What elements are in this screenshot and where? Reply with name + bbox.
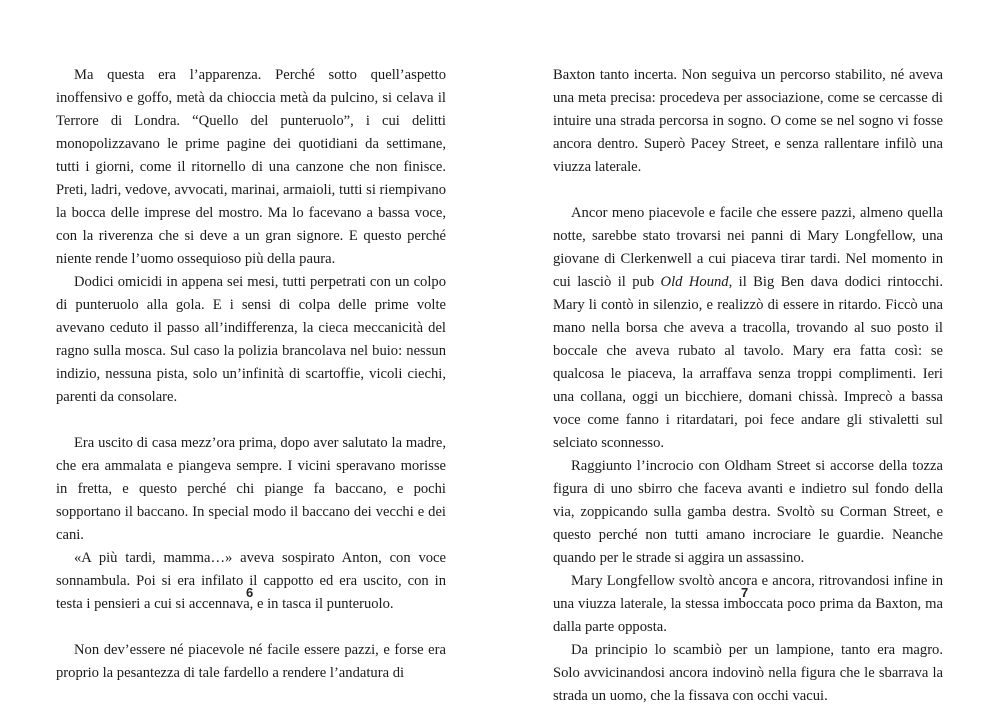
paragraph: Mary Longfellow svoltò ancora e ancora, ritrovandosi infine in una viuzza laterale, la stessa imboccata poco prima da Baxton, ma dalla parte opposta.: [553, 573, 943, 635]
paragraph: Baxton tanto incerta. Non seguiva un percorso stabilito, né aveva una meta precisa: procedeva per associazione, come se cercasse di intuire una strada percorsa in sogno. O come se nel sogno vi fosse ancora dentro. Superò Pacey Street, e senza rallentare infilò una viuzza laterale.: [553, 67, 943, 175]
paragraph: Raggiunto l’incrocio con Oldham Street si accorse della tozza figura di uno sbirro che faceva avanti e indietro sul fondo della via, zoppicando sulla gamba destra. Svoltò su Corman Street, e questo perché non tutti amano incrociare le guardie. Neanche quando per le strade si aggira un assassino.: [553, 458, 943, 566]
paragraph: «A più tardi, mamma…» aveva sospirato Anton, con voce sonnambula. Poi si era infilato il cappotto ed era uscito, con in testa i pensieri a cui si accennava, e in tasca il punteruolo.: [56, 550, 446, 612]
paragraph-text: Ancor meno piacevole e facile che essere pazzi, almeno quella notte, sarebbe stato trovarsi nei panni di Mary Longfellow, una giovane di Clerkenwell a cui piaceva tirar tardi. Nel momento in cui lasciò il pub: [553, 205, 943, 290]
paragraph: [553, 202, 943, 455]
paragraph: Ma questa era l’apparenza. Perché sotto quell’aspetto inoffensivo e goffo, metà da chioccia metà da pulcino, si celava il Terrore di Londra. “Quello del punteruolo”, i cui delitti monopolizzavano le prime pagine dei quotidiani da settimane, tutti i giorni, come il ritornello di una canzone che non finisce. Preti, ladri, vedove, avvocati, marinai, armaioli, tutti si riempivano la bocca delle imprese del mostro. Ma lo facevano a bassa voce, con la riverenza che si deve a un gran signore. E questo perché niente rende l’uomo ossequioso più della paura.: [56, 67, 446, 267]
pub-name: Old Hound: [660, 274, 729, 290]
paragraph: Da principio lo scambiò per un lampione, tanto era magro. Solo avvicinandosi ancora indovinò nella figura che le sbarrava la strada un uomo, che la fissava con occhi vacui.: [553, 642, 943, 704]
page-number: 6: [246, 585, 254, 600]
paragraph: Dodici omicidi in appena sei mesi, tutti perpetrati con un colpo di punteruolo alla gola. E i sensi di colpa delle prime volte avevano ceduto il passo all’indifferenza, la cieca meccanicità del ragno sulla mosca. Sul caso la polizia brancolava nel buio: nessun indizio, nessuna pista, solo un’infinità di scartoffie, vicoli ciechi, parenti da consolare.: [56, 274, 446, 405]
paragraph-text: , il Big Ben dava dodici rintocchi. Mary li contò in silenzio, e realizzò di essere in ritardo. Ficcò una mano nella borsa che aveva a tracolla, trovando al suo posto il boccale che aveva rubato al tavolo. Mary era fatta così: se qualcosa le piaceva, la arraffava senza troppi complimenti. Ieri una collana, oggi un bicchiere, domani chissà. Imprecò a bassa voce come fanno i ritardatari, poi fece andare gli stivaletti sul selciato sconnesso.: [553, 274, 943, 451]
right-page: [553, 64, 943, 708]
paragraph: Non dev’essere né piacevole né facile essere pazzi, e forse era proprio la pesantezza di tale fardello a rendere l’andatura di: [56, 642, 446, 681]
paragraph: Era uscito di casa mezz’ora prima, dopo aver salutato la madre, che era ammalata e piangeva sempre. I vicini speravano morisse in fretta, e questo perché chi piange fa baccano, e pochi sopportano il baccano. In special modo il baccano dei vecchi e dei cani.: [56, 435, 446, 543]
page-number: 7: [741, 585, 749, 600]
